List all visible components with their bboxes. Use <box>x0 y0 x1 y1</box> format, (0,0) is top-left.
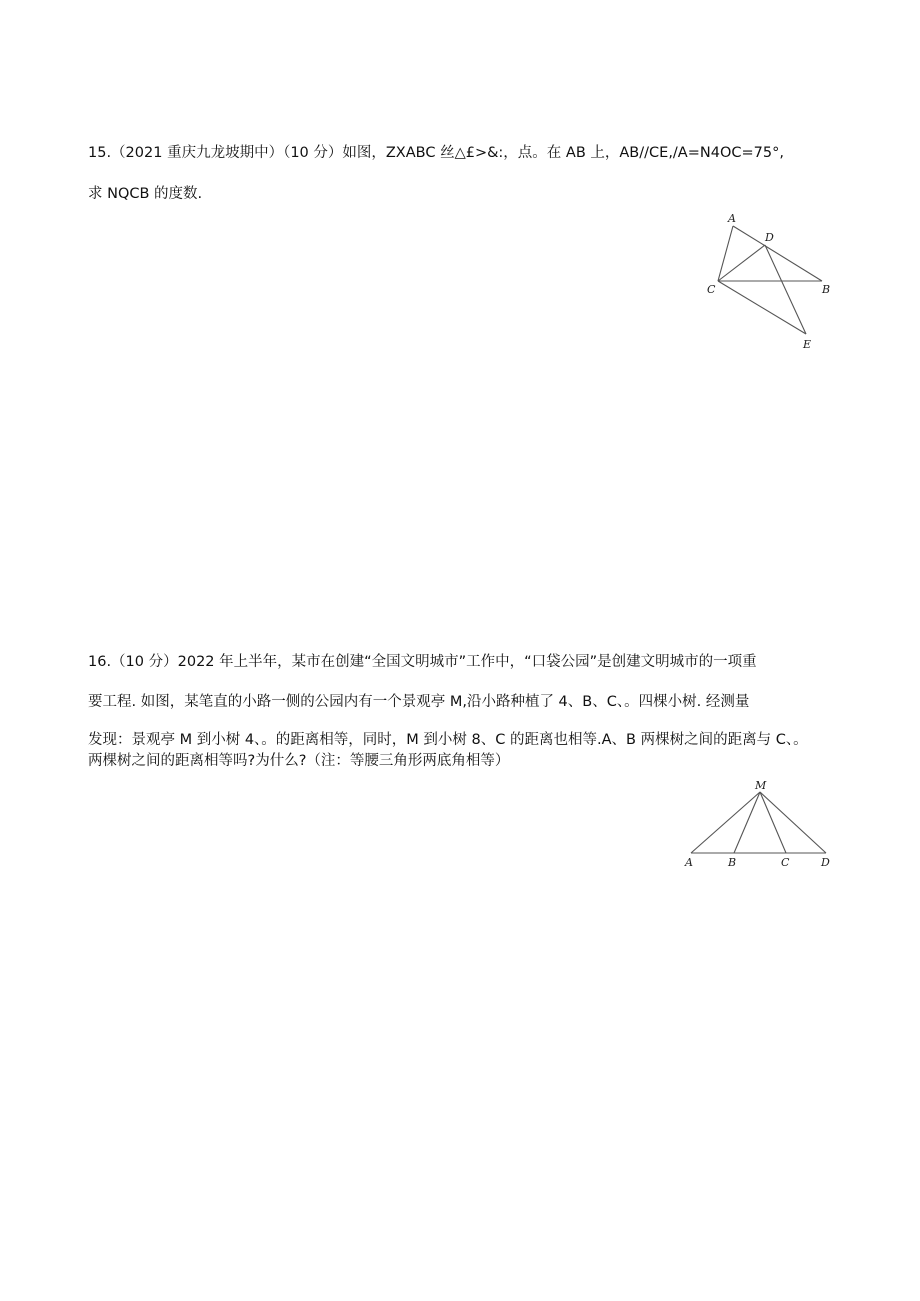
label-A: A <box>728 212 736 225</box>
segment-MB <box>734 792 760 853</box>
q15-triangle-figure <box>700 205 840 355</box>
q16-text-line-2: 要工程. 如图，某笔直的小路一侧的公园内有一个景观亭 M,沿小路种植了 4、B、C、。四棵小树. 经测量 <box>88 694 750 710</box>
label-C: C <box>707 283 716 296</box>
label-B: B <box>822 283 831 296</box>
label-A: A <box>685 856 693 869</box>
q16-triangle-figure <box>680 775 840 875</box>
label-B: B <box>728 856 737 869</box>
segment-AC <box>718 226 733 281</box>
q16-text-line-1: 16.（10 分）2022 年上半年，某市在创建“全国文明城市”工作中，“口袋公园”是创建文明城市的一项重 <box>88 654 757 670</box>
q15-text-line-1: 15.（2021 重庆九龙坡期中）（10 分）如图，ZXABC 丝△£>&:，点。在 AB 上，AB//CE,/A=N4OC=75°, <box>88 145 784 161</box>
label-D: D <box>765 231 774 244</box>
segment-CE <box>718 281 806 334</box>
label-C: C <box>781 856 790 869</box>
q16-text-line-3: 发现：景观亭 M 到小树 4、。的距离相等，同时，M 到小树 8、C 的距离也相等.A、B 两棵树之间的距离与 C、。 <box>88 732 808 748</box>
label-M: M <box>755 779 767 792</box>
label-E: E <box>803 338 812 351</box>
segment-MD <box>760 792 826 853</box>
q16-text-line-4: 两棵树之间的距离相等吗?为什么?（注：等腰三角形两底角相等） <box>88 753 510 769</box>
q15-text-line-2: 求 NQCB 的度数. <box>88 186 203 202</box>
segment-MA <box>691 792 760 853</box>
segment-MC <box>760 792 786 853</box>
segment-CD <box>718 245 765 281</box>
label-D: D <box>821 856 830 869</box>
